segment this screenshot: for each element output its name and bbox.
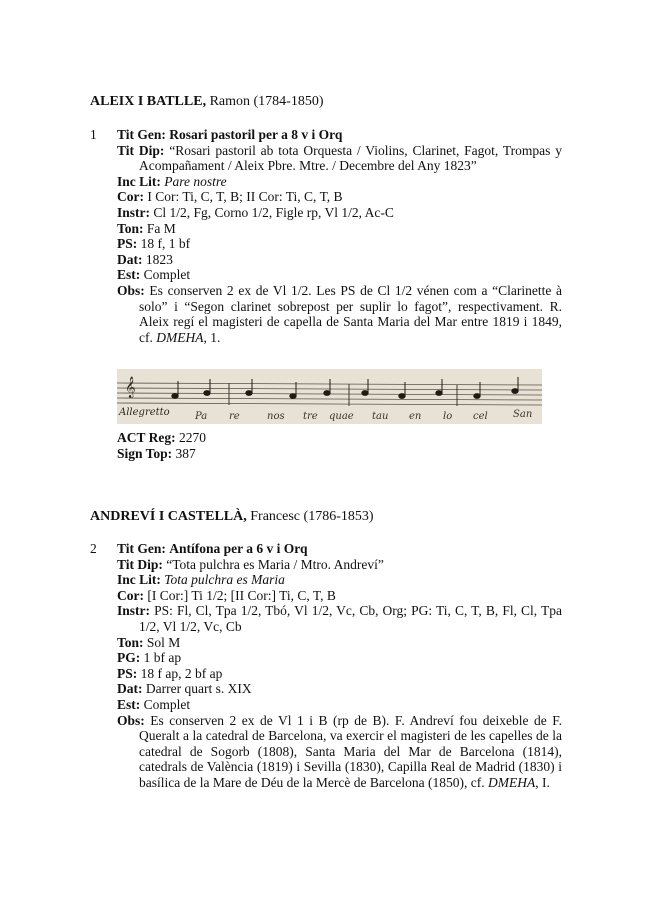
instr-value: PS: Fl, Cl, Tpa 1/2, Tbó, Vl 1/2, Vc, Cb, Org; PG: Ti, C, T, B, Fl, Cl, Tpa 1/2, Vl 1/2, Vc, Cb (139, 603, 563, 634)
field-ps: PS: 18 f, 1 bf (117, 236, 191, 252)
field-ton: Ton: Sol M (117, 634, 181, 650)
composer-given-name: Ramon (209, 94, 251, 109)
incipit-syllable: nos (267, 411, 285, 422)
composer-name: ALEIX I BATLLE (90, 94, 203, 109)
incipit-syllable: Pa (195, 411, 208, 422)
ps-value: 18 f, 1 bf (140, 236, 191, 252)
entry-body (117, 127, 562, 345)
cor-value: [I Cor:] Ti 1/2; [II Cor:] Ti, C, T, B (147, 587, 336, 603)
field-dat: Dat: Darrer quart s. XIX (117, 681, 252, 697)
composer-dates: (1784-1850) (253, 94, 324, 109)
tit-gen-value: Rosari pastoril per a 8 v i Orq (169, 127, 343, 142)
composer-name: ANDREVÍ I CASTELLÀ (90, 509, 244, 524)
incipit-syllable: tau (372, 411, 389, 422)
music-incipit (117, 369, 542, 424)
entry-body (117, 430, 562, 461)
ps-value: 18 f ap, 2 bf ap (140, 665, 223, 681)
act-reg-value: 2270 (179, 430, 206, 445)
field-cor: Cor: I Cor: Ti, C, T, B; II Cor: Ti, C, T, B (117, 189, 343, 205)
field-obs: Obs: Es conserven 2 ex de Vl 1 i B (rp de B). F. Andreví fou deixeble de F. Queralt a la catedral de Barcelona, va exercir el magisteri de les capelles de la catedral de Sogorb (1808), Santa Maria del Mar de Barcelona (1814), catedrals de València (1819) i Sevilla (1830), Capilla Real de Madrid (1830) i basílica de la Mare de Déu de la Mercè de Barcelona (1850), cf. DMEHA, I. (117, 712, 563, 790)
field-instr: Instr: PS: Fl, Cl, Tpa 1/2, Tbó, Vl 1/2, Vc, Cb, Org; PG: Ti, C, T, B, Fl, Cl, Tpa 1/2, Vl 1/2, Vc, Cb (117, 603, 563, 634)
dat-value: 1823 (145, 251, 173, 267)
tit-dip-value: “Tota pulchra es Maria / Mtro. Andreví” (166, 556, 384, 572)
field-tit-dip: Tit Dip: “Rosari pastoril ab tota Orquesta / Violins, Clarinet, Fagot, Trompas y Acompañament / Aleix Pbre. Mtre. / Decembre del Any 1823” (117, 142, 563, 174)
tit-dip-value: “Rosari pastoril ab tota Orquesta / Violins, Clarinet, Fagot, Trompas y Acompañament / Aleix Pbre. Mtre. / Decembre del Any 1823” (139, 142, 563, 174)
incipit-syllable: San (513, 409, 533, 420)
field-pg: PG: 1 bf ap (117, 650, 182, 666)
est-value: Complet (143, 267, 191, 283)
inc-lit-value: Tota pulchra es Maria (164, 572, 285, 588)
entry-number: 2 (90, 541, 97, 556)
incipit-syllable: quae (329, 411, 354, 422)
incipit-syllable: en (409, 411, 422, 422)
field-sign-top: Sign Top: 387 (117, 445, 196, 461)
clef-glyph: 𝄞 (125, 377, 136, 398)
dat-value: Darrer quart s. XIX (145, 681, 252, 697)
incipit-syllable: tre (303, 411, 318, 422)
cor-value: I Cor: Ti, C, T, B; II Cor: Ti, C, T, B (147, 189, 343, 205)
composer-heading-aleix: ALEIX I BATLLE, Ramon (1784-1850) (90, 94, 324, 109)
entry-number: 1 (90, 127, 97, 142)
obs-reference: DMEHA (487, 774, 536, 790)
composer-heading-andrevi: ANDREVÍ I CASTELLÀ, Francesc (1786-1853) (90, 509, 374, 524)
obs-value: Es conserven 2 ex de Vl 1/2. Les PS de Cl 1/2 vénen com a “Clarinette à solo” i “Segon clarinet sobrepost per suplir lo fagot”, respectivament. R. Aleix regí el magisteri de capella de Santa Maria del Mar entre 1819 i 1849, cf. (139, 282, 563, 345)
field-tit-gen: Tit Gen: Rosari pastoril per a 8 v i Orq (117, 127, 343, 142)
field-inc-lit: Inc Lit: Tota pulchra es Maria (117, 572, 285, 588)
field-instr: Instr: Cl 1/2, Fg, Corno 1/2, Figle rp, Vl 1/2, Ac-C (117, 204, 394, 220)
field-tit-dip: Tit Dip: “Tota pulchra es Maria / Mtro. Andreví” (117, 556, 384, 572)
inc-lit-value: Pare nostre (164, 173, 227, 189)
field-obs: Obs: Es conserven 2 ex de Vl 1/2. Les PS de Cl 1/2 vénen com a “Clarinette à solo” i “Segon clarinet sobrepost per suplir lo fagot”, respectivament. R. Aleix regí el magisteri de capella de Santa Maria del Mar entre 1819 i 1849, cf. DMEHA, 1. (117, 282, 563, 345)
incipit-tempo: Allegretto (119, 407, 170, 418)
pg-value: 1 bf ap (143, 650, 182, 666)
incipit-score-image (117, 369, 542, 424)
obs-reference: DMEHA (156, 329, 204, 345)
field-inc-lit: Inc Lit: Pare nostre (117, 173, 227, 189)
sign-top-value: 387 (175, 445, 196, 461)
field-ton: Ton: Fa M (117, 220, 176, 236)
field-ps: PS: 18 f ap, 2 bf ap (117, 665, 223, 681)
entry-body (117, 541, 562, 791)
field-act-reg: ACT Reg: 2270 (117, 430, 206, 445)
field-cor: Cor: [I Cor:] Ti 1/2; [II Cor:] Ti, C, T, B (117, 587, 336, 603)
tit-gen-value: Antífona per a 6 v i Orq (169, 541, 308, 556)
composer-given-name: Francesc (250, 509, 301, 524)
incipit-syllable: cel (473, 411, 488, 422)
field-est: Est: Complet (117, 696, 191, 712)
incipit-syllable: re (229, 411, 240, 422)
instr-value: Cl 1/2, Fg, Corno 1/2, Figle rp, Vl 1/2, Ac-C (153, 204, 394, 220)
ton-value: Sol M (146, 634, 181, 650)
field-est: Est: Complet (117, 267, 191, 283)
incipit-syllable: lo (443, 411, 453, 422)
field-dat: Dat: 1823 (117, 251, 173, 267)
est-value: Complet (143, 696, 191, 712)
field-tit-gen: Tit Gen: Antífona per a 6 v i Orq (117, 541, 308, 556)
composer-dates: (1786-1853) (303, 509, 374, 524)
obs-value: Es conserven 2 ex de Vl 1 i B (rp de B). F. Andreví fou deixeble de F. Queralt a la catedral de Barcelona, va exercir el magisteri de les capelles de la catedral de Sogorb (1808), Santa Maria del Mar de Barcelona (1814), catedrals de València (1819) i Sevilla (1830), Capilla Real de Madrid (1830) i basílica de la Mare de Déu de la Mercè de Barcelona (1850), cf. (139, 712, 563, 790)
ton-value: Fa M (146, 220, 176, 236)
